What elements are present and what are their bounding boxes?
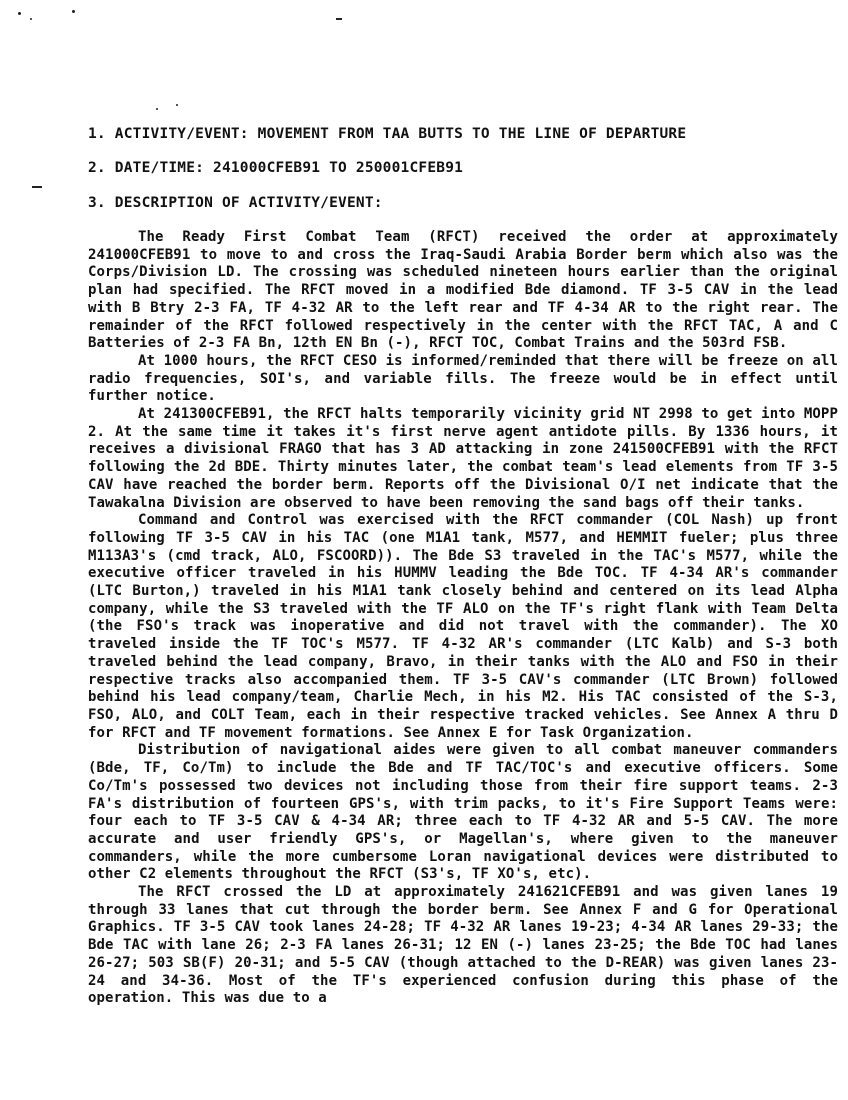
- scan-speck: [32, 186, 42, 188]
- date-time-heading: 2. DATE/TIME: 241000CFEB91 TO 250001CFEB91: [88, 160, 464, 176]
- scan-speck: [156, 108, 158, 110]
- scan-speck: [336, 18, 342, 20]
- paragraph-order-received: The Ready First Combat Team (RFCT) received the order at approximately 241000CFEB91 to move to and cross the Iraq-Saudi Arabia Border berm which also was the Corps/Division LD. The crossing was scheduled nineteen hours earlier than the original plan had specified. The RFCT moved in a modified Bde diamond. TF 3-5 CAV in the lead with B Btry 2-3 FA, TF 4-32 AR to the left rear and TF 4-34 AR to the right rear. The remainder of the RFCT followed respectively in the center with the RFCT TAC, A and C Batteries of 2-3 FA Bn, 12th EN Bn (-), RFCT TOC, Combat Trains and the 503rd FSB.: [88, 229, 838, 352]
- scan-speck: [30, 18, 32, 20]
- paragraph-ld-crossing: The RFCT crossed the LD at approximately 241621CFEB91 and was given lanes 19 through 33 lanes that cut through the border berm. See Annex F and G for Operational Graphics. TF 3-5 CAV took lanes 24-28; TF 4-32 AR lanes 19-23; 4-34 AR lanes 29-33; the Bde TAC with lane 26; 2-3 FA lanes 26-31; 12 EN (-) lanes 23-25; the Bde TOC had lanes 26-27; 503 SB(F) 20-31; and 5-5 CAV (though attached to the D-REAR) was given lanes 23-24 and 34-36. Most of the TF's experienced confusion during this phase of the operation. This was due to a: [88, 884, 838, 1007]
- scan-speck: [72, 10, 75, 13]
- description-body: [88, 229, 838, 1008]
- paragraph-frequency-freeze: At 1000 hours, the RFCT CESO is informed/reminded that there will be freeze on all radio frequencies, SOI's, and variable fills. The freeze would be in effect until further notice.: [88, 352, 838, 405]
- paragraph-navigation-aides: Distribution of navigational aides were given to all combat maneuver commanders (Bde, TF, Co/Tm) to include the Bde and TF TAC/TOC's and executive officers. Some Co/Tm's possessed two devices not including those from their fire support teams. 2-3 FA's distribution of fourteen GPS's, with trim packs, to it's Fire Support Teams were: four each to TF 3-5 CAV & 4-34 AR; three each to TF 4-32 AR and 5-5 CAV. The more accurate and user friendly GPS's, or Magellan's, where given to the maneuver commanders, while the more cumbersome Loran navigational devices were distributed to other C2 elements throughout the RFCT (S3's, TF XO's, etc).: [88, 742, 838, 883]
- scan-speck: [176, 104, 178, 106]
- paragraph-command-control: Command and Control was exercised with the RFCT commander (COL Nash) up front following TF 3-5 CAV in his TAC (one M1A1 tank, M577, and HEMMIT fueler; plus three M113A3's (cmd track, ALO, FSCOORD)). The Bde S3 traveled in the TAC's M577, while the executive officer traveled in his HUMMV leading the Bde TOC. TF 4-34 AR's commander (LTC Burton,) traveled in his M1A1 tank closely behind and centered on its lead Alpha company, while the S3 traveled with the TF ALO on the TF's right flank with Team Delta (the FSO's track was inoperative and did not travel with the commander). The XO traveled inside the TF TOC's M577. TF 4-32 AR's commander (LTC Kalb) and S-3 both traveled behind the lead company, Bravo, in their tanks with the ALO and FSO in their respective tracks also accompanied them. TF 3-5 CAV's commander (LTC Brown) followed behind his lead company/team, Charlie Mech, in his M2. His TAC consisted of the S-3, FSO, ALO, and COLT Team, each in their respective tracked vehicles. See Annex A thru D for RFCT and TF movement formations. See Annex E for Task Organization.: [88, 512, 838, 741]
- activity-heading: 1. ACTIVITY/EVENT: MOVEMENT FROM TAA BUTTS TO THE LINE OF DEPARTURE: [88, 126, 687, 142]
- scan-speck: [18, 12, 21, 15]
- description-heading: 3. DESCRIPTION OF ACTIVITY/EVENT:: [88, 195, 383, 211]
- paragraph-mopp-halt: At 241300CFEB91, the RFCT halts temporarily vicinity grid NT 2998 to get into MOPP 2. At the same time it takes it's first nerve agent antidote pills. By 1336 hours, it receives a divisional FRAGO that has 3 AD attacking in zone 241500CFEB91 with the RFCT following the 2d BDE. Thirty minutes later, the combat team's lead elements from TF 3-5 CAV have reached the border berm. Reports off the Divisional O/I net indicate that the Tawakalna Division are observed to have been removing the sand bags off their tanks.: [88, 406, 838, 511]
